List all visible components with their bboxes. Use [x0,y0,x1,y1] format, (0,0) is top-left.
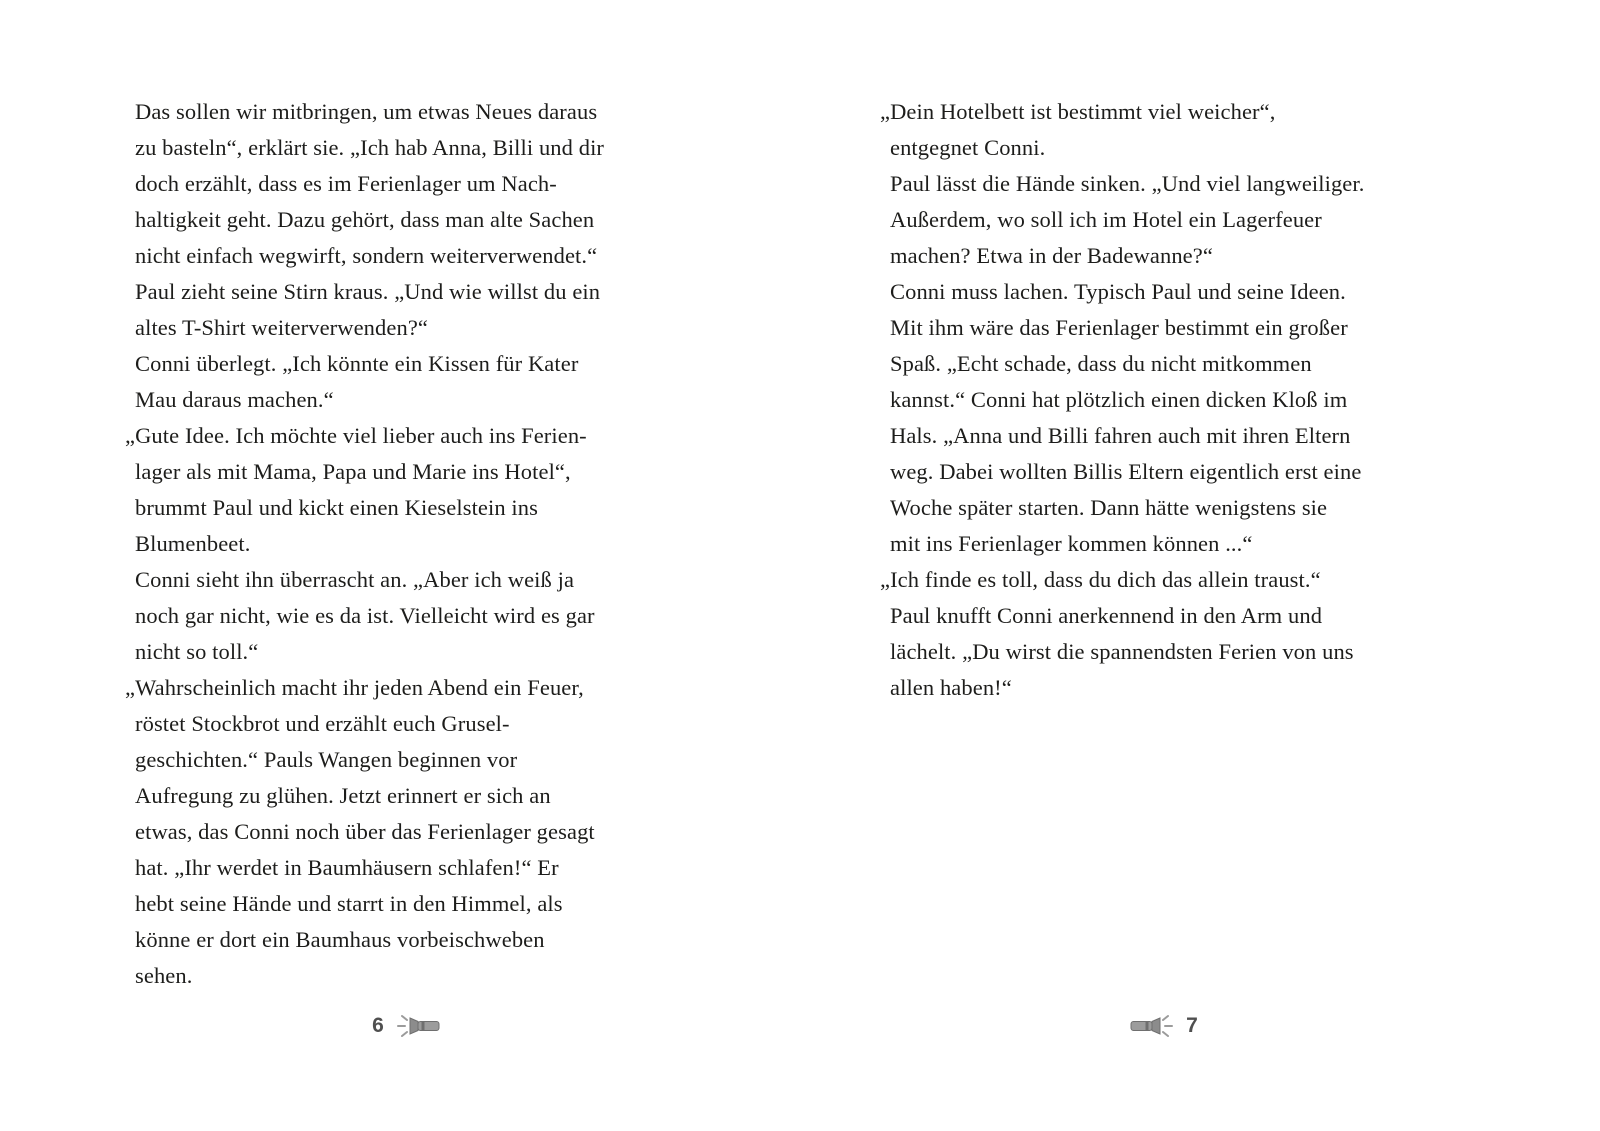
text-line: hat. „Ihr werdet in Baumhäusern schlafen!“ Er [135,855,559,880]
text-line: altes T-Shirt weiterverwenden?“ [135,315,428,340]
page-footer-left [135,1008,680,1044]
text-line: lager als mit Mama, Papa und Marie ins Hotel“, [135,459,571,484]
text-line: haltigkeit geht. Dazu gehört, dass man alte Sachen [135,207,595,232]
text-line: Conni sieht ihn überrascht an. „Aber ich weiß ja [135,567,575,592]
text-line: brummt Paul und kickt einen Kieselstein ins [135,495,538,520]
text-line: entgegnet Conni. [890,135,1046,160]
page-text-right [880,94,1455,706]
text-line: Hals. „Anna und Billi fahren auch mit ihren Eltern [890,423,1351,448]
text-line: Woche später starten. Dann hätte wenigstens sie [890,495,1328,520]
text-line: „Dein Hotelbett ist bestimmt viel weicher“, [880,99,1276,124]
text-line: kannst.“ Conni hat plötzlich einen dicken Kloß im [890,387,1348,412]
text-line: machen? Etwa in der Badewanne?“ [890,243,1213,268]
text-line: Conni überlegt. „Ich könnte ein Kissen für Kater [135,351,579,376]
text-line: noch gar nicht, wie es da ist. Vielleicht wird es gar [135,603,595,628]
text-line: etwas, das Conni noch über das Ferienlager gesagt [135,819,595,844]
text-line: röstet Stockbrot und erzählt euch Grusel- [135,711,510,736]
text-line: lächelt. „Du wirst die spannendsten Ferien von uns [890,639,1354,664]
text-line: „Gute Idee. Ich möchte viel lieber auch ins Ferien- [125,423,587,448]
page-right [800,0,1600,1131]
text-line: Mau daraus machen.“ [135,387,334,412]
text-line: sehen. [135,963,193,988]
text-line: mit ins Ferienlager kommen können ...“ [890,531,1253,556]
text-line: Aufregung zu glühen. Jetzt erinnert er sich an [135,783,551,808]
text-line: Mit ihm wäre das Ferienlager bestimmt ein großer [890,315,1348,340]
text-line: Paul zieht seine Stirn kraus. „Und wie willst du ein [135,279,601,304]
text-line: „Wahrscheinlich macht ihr jeden Abend ein Feuer, [125,675,584,700]
text-line: Paul knufft Conni anerkennend in den Arm und [890,603,1323,628]
text-line: Conni muss lachen. Typisch Paul und seine Ideen. [890,279,1346,304]
text-line: hebt seine Hände und starrt in den Himmel, als [135,891,563,916]
text-line: „Ich finde es toll, dass du dich das allein traust.“ [880,567,1321,592]
text-line: zu basteln“, erklärt sie. „Ich hab Anna, Billi und dir [135,135,605,160]
text-line: nicht einfach wegwirft, sondern weiterverwendet.“ [135,243,598,268]
page-footer-right [890,1008,1435,1044]
text-line: nicht so toll.“ [135,639,259,664]
text-line: könne er dort ein Baumhaus vorbeischweben [135,927,545,952]
text-line: Das sollen wir mitbringen, um etwas Neues daraus [135,99,598,124]
text-line: Außerdem, wo soll ich im Hotel ein Lagerfeuer [890,207,1322,232]
text-line: doch erzählt, dass es im Ferienlager um Nach- [135,171,557,196]
flashlight-icon [1127,1013,1173,1039]
text-line: Paul lässt die Hände sinken. „Und viel langweiliger. [890,171,1365,196]
text-line: Blumenbeet. [135,531,251,556]
page-number: 7 [1186,1014,1198,1037]
page-text-left [125,94,700,994]
text-line: geschichten.“ Pauls Wangen beginnen vor [135,747,518,772]
text-line: weg. Dabei wollten Billis Eltern eigentlich erst eine [890,459,1362,484]
flashlight-icon [397,1013,443,1039]
text-line: Spaß. „Echt schade, dass du nicht mitkommen [890,351,1312,376]
page-number: 6 [372,1014,384,1037]
text-line: allen haben!“ [890,675,1012,700]
